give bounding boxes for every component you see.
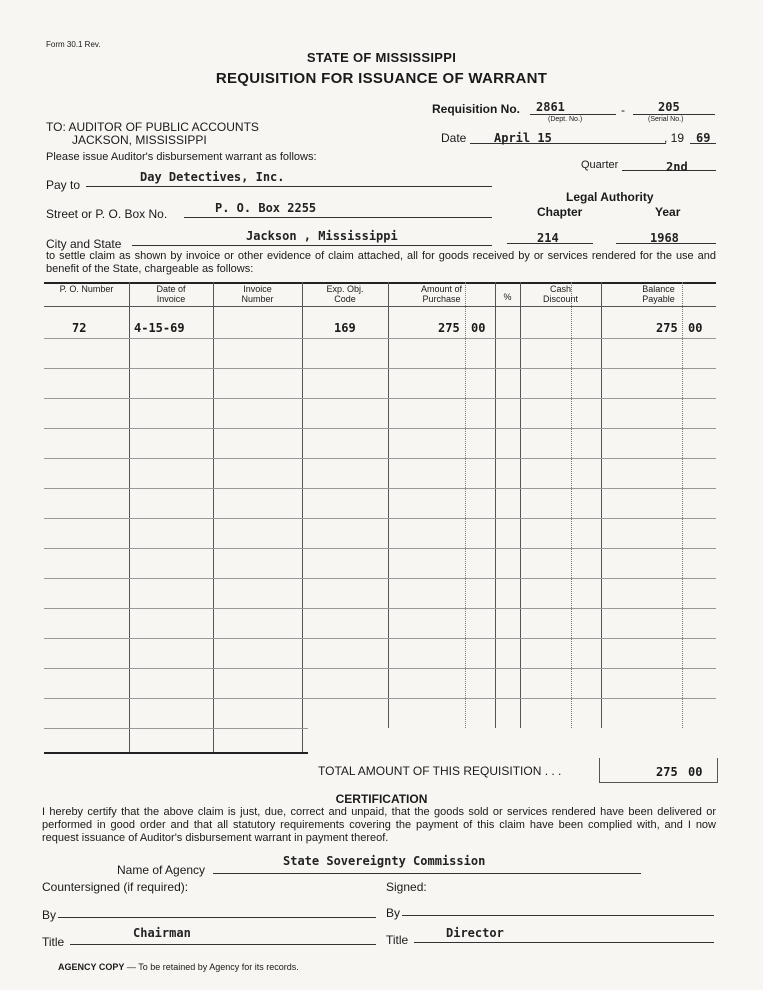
left-by-label: By (42, 908, 57, 922)
row-rule (44, 548, 716, 549)
city-label: City and State (46, 237, 122, 251)
year-label: Year (655, 205, 681, 219)
header-rule (44, 306, 716, 307)
form-number: Form 30.1 Rev. (46, 40, 101, 49)
header-amount: Amount of Purchase (420, 284, 463, 304)
row-rule (44, 698, 716, 699)
row1-amount-dollars: 275 (438, 321, 460, 335)
year-prefix: , 19 (664, 131, 685, 145)
header-invoice-number: Invoice Number (241, 284, 274, 304)
total-row-left-rule (44, 728, 308, 755)
claim-table (44, 282, 716, 754)
header-invoice-date: Date of Invoice (156, 284, 186, 304)
form-title: REQUISITION FOR ISSUANCE OF WARRANT (215, 70, 548, 87)
agency-copy-note: — To be retained by Agency for its records. (126, 962, 299, 972)
signed-label: Signed: (386, 880, 427, 894)
legal-authority-label: Legal Authority (566, 190, 654, 204)
row-rule (44, 368, 716, 369)
row-rule (44, 488, 716, 489)
requisition-label: Requisition No. (432, 102, 520, 116)
city-value: Jackson , Mississippi (246, 229, 398, 243)
quarter-label: Quarter (581, 159, 619, 171)
row-rule (44, 578, 716, 579)
row-rule (44, 428, 716, 429)
header-percent: % (503, 292, 512, 302)
agency-line (213, 873, 641, 874)
row1-po-number: 72 (72, 321, 87, 335)
left-title-value: Chairman (133, 926, 191, 940)
pay-to-label: Pay to (46, 178, 81, 192)
street-label: Street or P. O. Box No. (46, 207, 168, 221)
certification-text: I hereby certify that the above claim is just, due, correct and unpaid, that the goods sold or services rendered have been delivered or performed in good order and that all statutory requirements covering the payment of this claim have been complied with, and I now request issuance of Auditor's disbursement warrant in payment thereof. (42, 806, 716, 844)
dept-no-value: 2861 (536, 100, 565, 114)
header-cash-discount: Cash Discount (542, 284, 578, 304)
chapter-value: 214 (537, 231, 559, 245)
date-label: Date (441, 131, 467, 145)
serial-no-line (633, 114, 715, 115)
row-rule (44, 398, 716, 399)
agency-copy-label: AGENCY COPY (58, 962, 125, 972)
row1-balance-dollars: 275 (656, 321, 678, 335)
total-row-band (44, 728, 716, 754)
row1-invoice-date: 4-15-69 (134, 321, 185, 335)
row-rule (44, 338, 716, 339)
city-line (132, 245, 492, 246)
row-rule (44, 638, 716, 639)
left-title-label: Title (42, 935, 65, 949)
total-cents: 00 (688, 765, 703, 779)
left-title-line (70, 944, 376, 945)
requisition-dash: - (621, 103, 625, 117)
date-value: April 15 (494, 131, 552, 145)
agency-value: State Sovereignty Commission (283, 854, 486, 868)
serial-no-caption: (Serial No.) (648, 116, 684, 123)
right-title-value: Director (446, 926, 504, 940)
year-value: 69 (696, 131, 711, 145)
row1-amount-cents: 00 (471, 321, 486, 335)
row-rule (44, 458, 716, 459)
street-value: P. O. Box 2255 (215, 201, 317, 215)
header-po-number: P. O. Number (59, 284, 114, 294)
row1-balance-cents: 00 (688, 321, 703, 335)
header-balance: Balance Payable (642, 284, 675, 304)
countersigned-label: Countersigned (if required): (42, 880, 189, 894)
certification-heading: CERTIFICATION (335, 792, 428, 806)
right-title-line (414, 942, 714, 943)
to-line-2: JACKSON, MISSISSIPPI (72, 133, 207, 147)
right-title-label: Title (386, 933, 409, 947)
row-rule (44, 518, 716, 519)
quarter-value: 2nd (666, 160, 688, 174)
serial-no-value: 205 (658, 100, 680, 114)
pay-to-line (86, 186, 492, 187)
total-amount-label: TOTAL AMOUNT OF THIS REQUISITION . . . (318, 764, 562, 778)
row1-exp-code: 169 (334, 321, 356, 335)
row-rule (44, 668, 716, 669)
dept-no-caption: (Dept. No.) (548, 116, 583, 123)
state-heading: STATE OF MISSISSIPPI (306, 50, 457, 65)
chapter-label: Chapter (537, 205, 583, 219)
header-exp-code: Exp. Obj. Code (326, 284, 364, 304)
issue-instruction: Please issue Auditor's disbursement warrant as follows: (46, 151, 317, 163)
total-dollars: 275 (656, 765, 678, 779)
row-rule (44, 608, 716, 609)
right-by-line (402, 915, 714, 916)
left-by-line (58, 917, 376, 918)
street-line (184, 217, 492, 218)
right-by-label: By (386, 906, 401, 920)
dept-no-line (530, 114, 616, 115)
agency-label: Name of Agency (117, 863, 206, 877)
to-line-1: TO: AUDITOR OF PUBLIC ACCOUNTS (46, 120, 259, 134)
pay-to-value: Day Detectives, Inc. (140, 170, 285, 184)
settle-claim-text: to settle claim as shown by invoice or other evidence of claim attached, all for goods received by or services rendered for the use and benefit of the State, chargeable as follows: (46, 250, 716, 275)
footer (58, 962, 299, 972)
legal-year-value: 1968 (650, 231, 679, 245)
